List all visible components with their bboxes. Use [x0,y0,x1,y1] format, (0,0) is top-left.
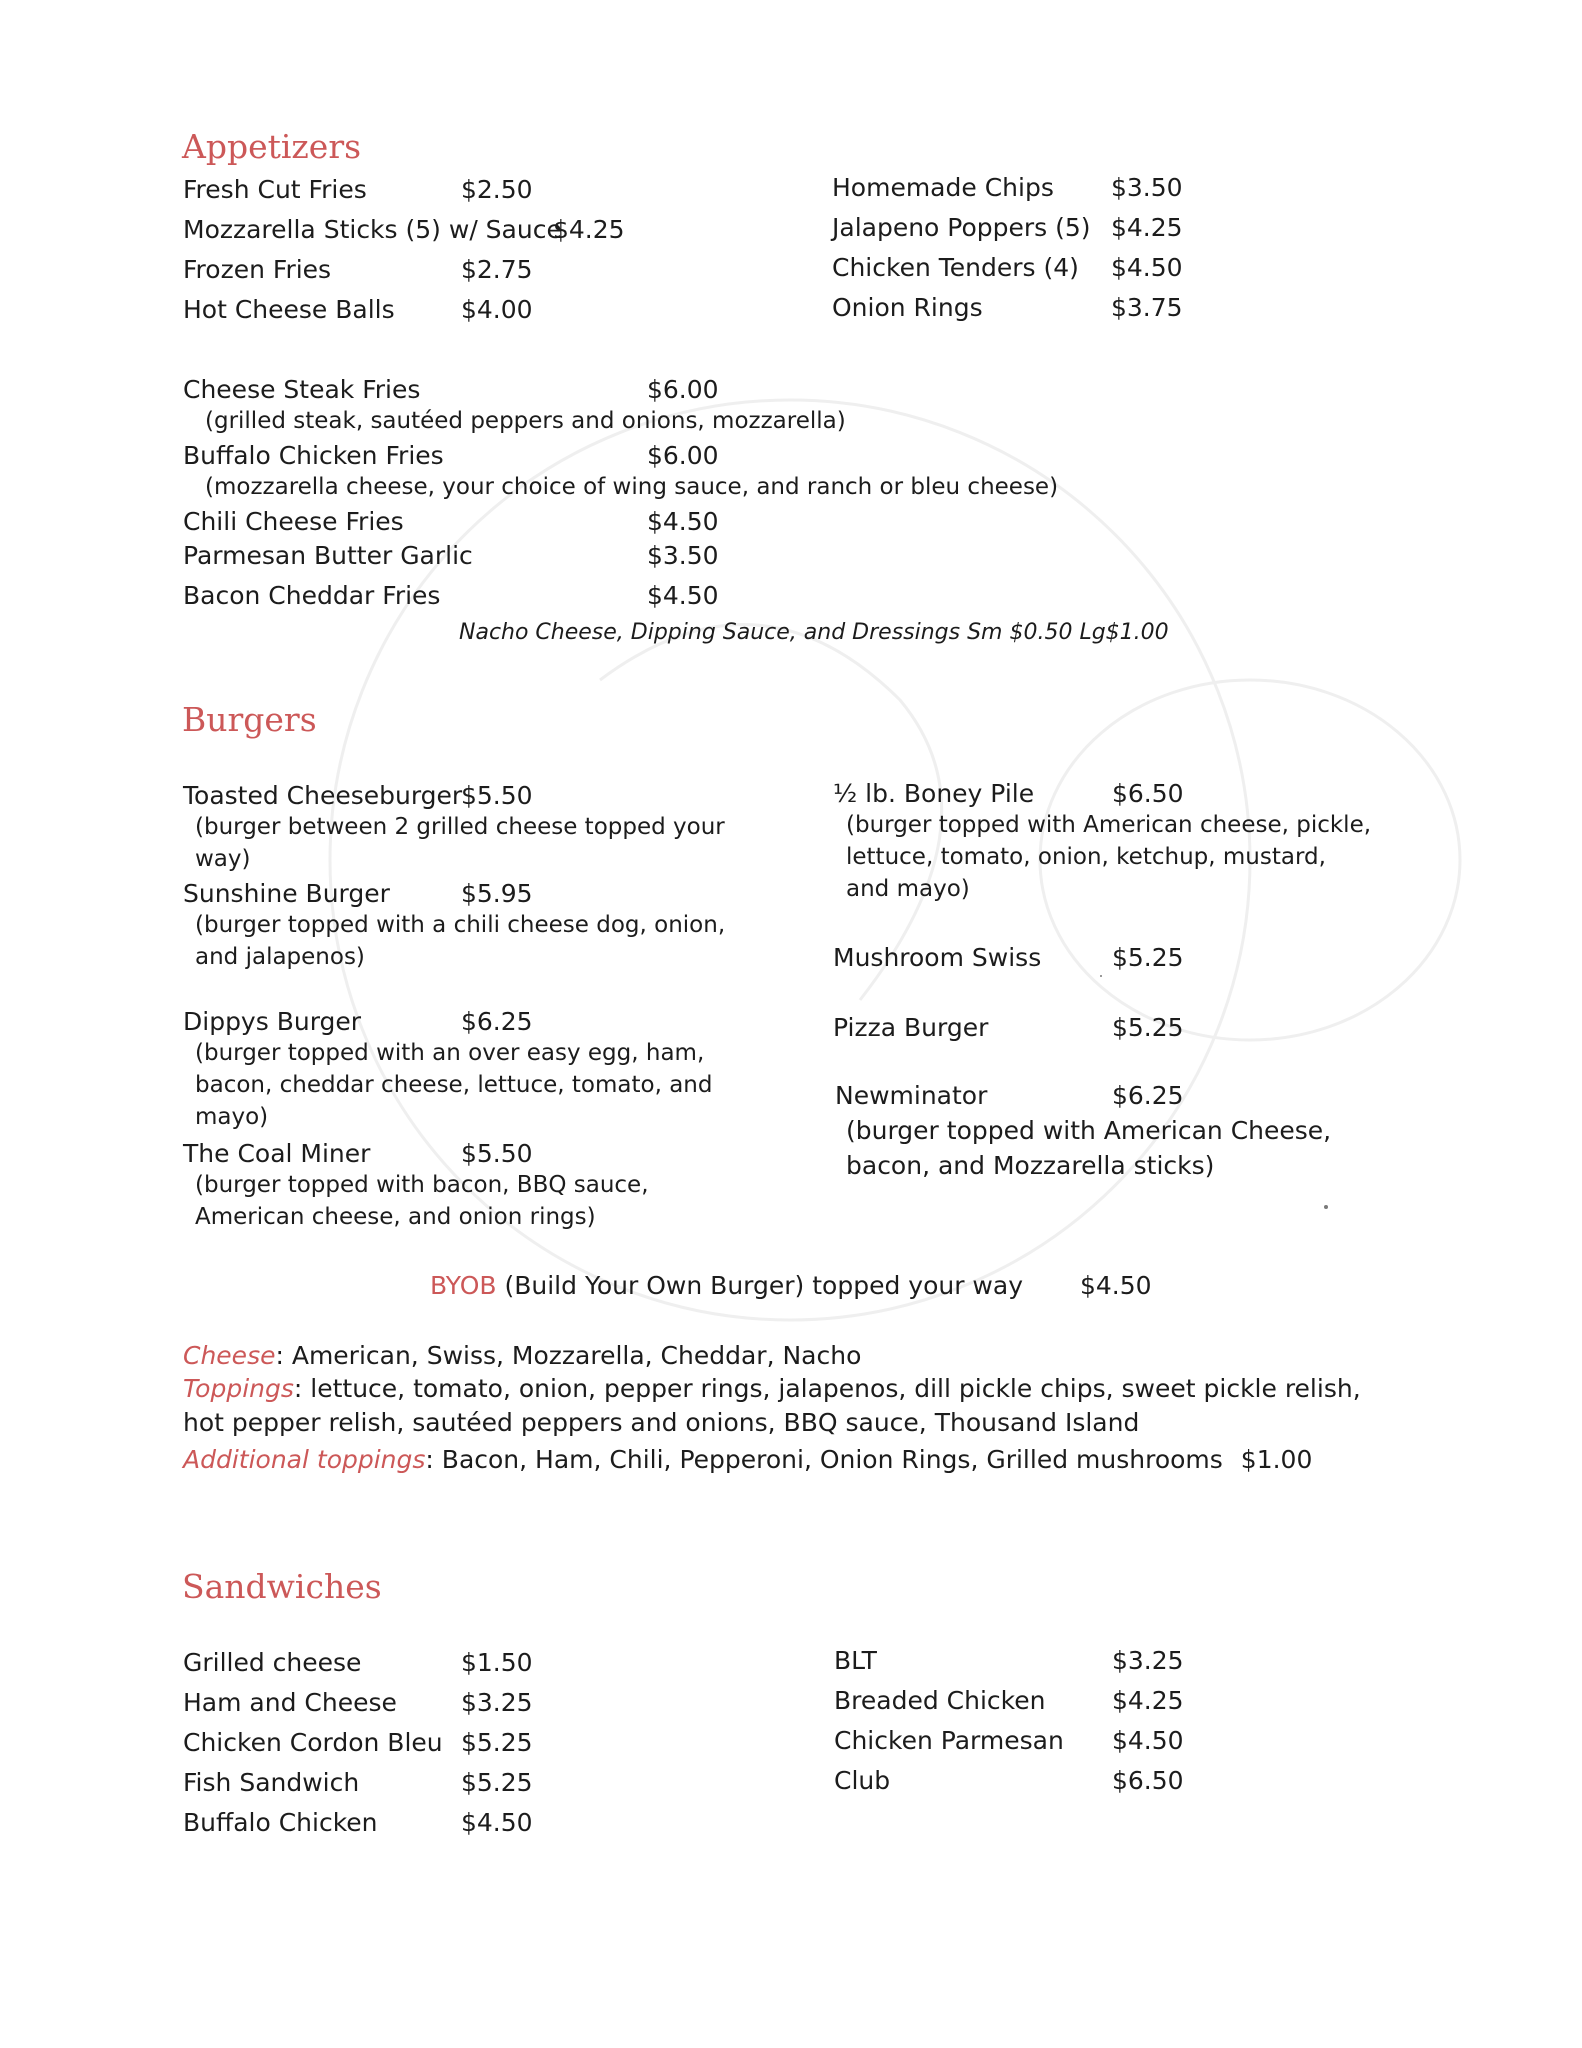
byob-line [430,1273,1023,1298]
menu-item-name: The Coal Miner [183,1139,371,1168]
menu-item-price: $6.25 [1112,1081,1184,1110]
menu-item-description: (mozzarella cheese, your choice of wing sauce, and ranch or bleu cheese) [205,474,1059,500]
menu-item-price: $4.50 [1111,253,1183,282]
menu-item-description: (grilled steak, sautéed peppers and onions, mozzarella) [205,408,846,434]
menu-item-name: Ham and Cheese [183,1688,397,1717]
menu-item-description: (burger topped with American cheese, pickle, lettuce, tomato, onion, ketchup, mustard, and mayo) [846,812,1372,902]
menu-item-price: $5.95 [461,879,533,908]
scan-speck [1100,975,1102,977]
menu-item-name: Chicken Cordon Bleu [183,1728,443,1757]
menu-item-name: Newminator [835,1081,988,1110]
menu-item-description: (burger topped with American Cheese, bacon, and Mozzarella sticks) [846,1116,1332,1180]
menu-item-price: $3.25 [461,1688,533,1717]
menu-item-price: $5.50 [461,781,533,810]
menu-item-name: Parmesan Butter Garlic [183,541,473,570]
menu-item-price: $1.50 [461,1648,533,1677]
menu-item-price: $3.50 [1111,173,1183,202]
menu-item-price: $5.25 [461,1728,533,1757]
additional-toppings-list: : Bacon, Ham, Chili, Pepperoni, Onion Rings, Grilled mushrooms [425,1445,1223,1474]
menu-item-name: Mushroom Swiss [833,943,1042,972]
menu-item-price: $6.50 [1112,1766,1184,1795]
menu-item-name: Pizza Burger [833,1013,989,1042]
burgers-heading: Burgers [182,700,317,739]
byob-price: $4.50 [1080,1271,1152,1300]
toppings-list: : lettuce, tomato, onion, pepper rings, jalapenos, dill pickle chips, sweet pickle relish, hot pepper relish, sautéed peppers and onions, BBQ sauce, Thousand Island [183,1374,1361,1437]
menu-item-price: $4.50 [647,507,719,536]
menu-item-price: $6.00 [647,375,719,404]
cheese-label: Cheese [183,1341,276,1370]
menu-item-description: (burger topped with bacon, BBQ sauce, American cheese, and onion rings) [195,1172,649,1230]
menu-item-price: $5.25 [1112,1013,1184,1042]
menu-item-name: Breaded Chicken [834,1686,1046,1715]
byob-label: BYOB [430,1271,497,1300]
menu-item-name: Onion Rings [832,293,983,322]
menu-item-name: Chili Cheese Fries [183,507,404,536]
menu-item-price: $4.25 [553,215,625,244]
menu-item-price: $4.25 [1112,1686,1184,1715]
toppings-options [183,1372,1363,1440]
menu-item-price: $3.25 [1112,1646,1184,1675]
sandwiches-heading: Sandwiches [182,1567,382,1606]
menu-item-name: Hot Cheese Balls [183,295,395,324]
menu-item-price: $6.50 [1112,779,1184,808]
menu-item-name: BLT [834,1646,877,1675]
menu-item-name: ½ lb. Boney Pile [833,779,1035,808]
additional-toppings [183,1447,1312,1472]
additional-toppings-label: Additional toppings [183,1445,426,1474]
menu-item-price: $2.75 [461,255,533,284]
menu-item-price: $4.50 [461,1808,533,1837]
menu-item-name: Bacon Cheddar Fries [183,581,441,610]
menu-item-name: Mozzarella Sticks (5) w/ Sauce [183,215,562,244]
toppings-label: Toppings [183,1374,294,1403]
cheese-list: : American, Swiss, Mozzarella, Cheddar, Nacho [275,1341,862,1370]
menu-item-name: Chicken Parmesan [834,1726,1064,1755]
menu-item-description: (burger topped with an over easy egg, ham, bacon, cheddar cheese, lettuce, tomato, and mayo) [195,1040,713,1130]
byob-text: (Build Your Own Burger) topped your way [504,1271,1023,1300]
menu-item-name: Club [834,1766,891,1795]
menu-item-price: $6.00 [647,441,719,470]
menu-item-price: $5.25 [461,1768,533,1797]
menu-item-description: (burger topped with a chili cheese dog, onion, and jalapenos) [195,912,726,970]
menu-item-price: $5.25 [1112,943,1184,972]
menu-item-price: $3.75 [1111,293,1183,322]
menu-item-name: Fish Sandwich [183,1768,360,1797]
menu-item-name: Chicken Tenders (4) [832,253,1079,282]
menu-item-price: $6.25 [461,1007,533,1036]
menu-item-name: Toasted Cheeseburger [183,781,463,810]
menu-item-name: Frozen Fries [183,255,332,284]
menu-item-price: $4.25 [1111,213,1183,242]
menu-item-name: Buffalo Chicken Fries [183,441,444,470]
menu-item-description: (burger between 2 grilled cheese topped your way) [195,814,725,872]
menu-item-name: Buffalo Chicken [183,1808,378,1837]
menu-item-price: $4.50 [1112,1726,1184,1755]
additional-toppings-price: $1.00 [1240,1445,1313,1474]
dipping-sauce-note: Nacho Cheese, Dipping Sauce, and Dressings Sm $0.50 Lg$1.00 [459,620,1169,645]
menu-item-price: $4.50 [647,581,719,610]
menu-item-name: Grilled cheese [183,1648,362,1677]
scan-speck [1324,1205,1328,1209]
appetizers-heading: Appetizers [182,127,362,166]
menu-item-name: Jalapeno Poppers (5) [832,213,1091,242]
menu-item-name: Sunshine Burger [183,879,390,908]
menu-item-price: $3.50 [647,541,719,570]
menu-item-price: $5.50 [461,1139,533,1168]
menu-item-name: Cheese Steak Fries [183,375,421,404]
menu-item-name: Homemade Chips [832,173,1054,202]
menu-item-price: $2.50 [461,175,533,204]
menu-item-name: Dippys Burger [183,1007,362,1036]
menu-item-name: Fresh Cut Fries [183,175,367,204]
menu-item-price: $4.00 [461,295,533,324]
cheese-options [183,1343,861,1368]
